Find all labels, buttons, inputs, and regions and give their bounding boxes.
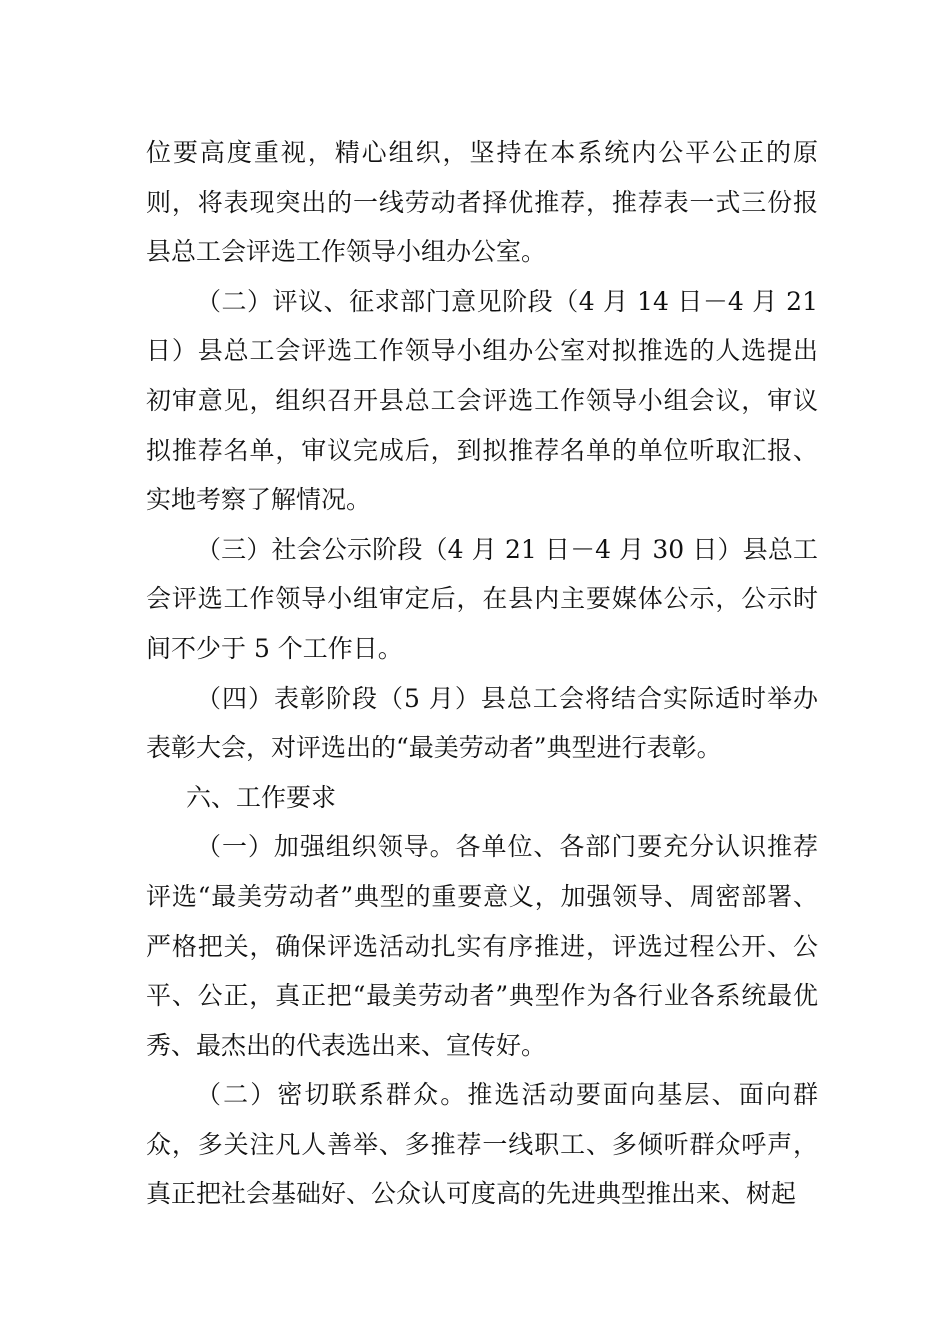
section-heading-work-requirements: 六、工作要求 (186, 782, 337, 812)
paragraph-stage-three-publicity: （三）社会公示阶段（4 月 21 日－4 月 30 日）县总工会评选工作领导小组审定后，在县内主要媒体公示，公示时间不少于 5 个工作日。 (146, 534, 818, 663)
paragraph-requirement-masses: （二）密切联系群众。推选活动要面向基层、面向群众，多关注凡人善举、多推荐一线职工、多倾听群众呼声，真正把社会基础好、公众认可度高的先进典型推出来、树起 (146, 1080, 818, 1209)
paragraph-stage-four-commendation: （四）表彰阶段（5 月）县总工会将结合实际适时举办表彰大会，对评选出的“最美劳动者”典型进行表彰。 (146, 683, 818, 763)
paragraph-requirement-leadership: （一）加强组织领导。各单位、各部门要充分认识推荐评选“最美劳动者”典型的重要意义，加强领导、周密部署、严格把关，确保评选活动扎实有序推进，评选过程公开、公平、公正，真正把“最美劳动者”典型作为各行业各系统最优秀、最杰出的代表选出来、宣传好。 (146, 832, 818, 1060)
paragraph-continuation: 位要高度重视，精心组织，坚持在本系统内公平公正的原则，将表现突出的一线劳动者择优推荐，推荐表一式三份报县总工会评选工作领导小组办公室。 (146, 138, 818, 267)
document-body (146, 128, 818, 1219)
paragraph-stage-two-review: （二）评议、征求部门意见阶段（4 月 14 日－4 月 21 日）县总工会评选工作领导小组办公室对拟推选的人选提出初审意见，组织召开县总工会评选工作领导小组会议，审议拟推荐名单，审议完成后，到拟推荐名单的单位听取汇报、实地考察了解情况。 (146, 286, 818, 515)
